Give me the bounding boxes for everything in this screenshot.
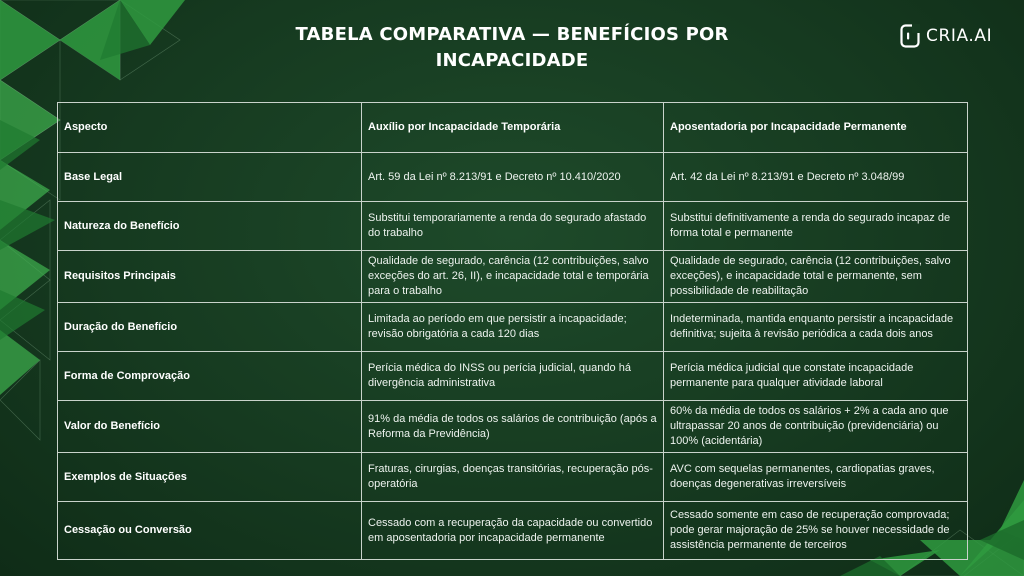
row-temporary-cell: Limitada ao período em que persistir a incapacidade; revisão obrigatória a cada 120 dias xyxy=(362,303,664,352)
row-aspect-cell: Base Legal xyxy=(58,153,362,202)
row-permanent-cell: Cessado somente em caso de recuperação comprovada; pode gerar majoração de 25% se houver necessidade de assistência permanente de terceiros xyxy=(664,502,968,560)
row-permanent-cell: Qualidade de segurado, carência (12 contribuições, salvo exceções), e incapacidade total e permanente, sem possibilidade de reabilitação xyxy=(664,251,968,303)
row-temporary-cell: 91% da média de todos os salários de contribuição (após a Reforma da Previdência) xyxy=(362,401,664,453)
row-permanent-cell: Art. 42 da Lei nº 8.213/91 e Decreto nº 3.048/99 xyxy=(664,153,968,202)
table-row xyxy=(58,251,968,303)
table-row xyxy=(58,352,968,401)
header-aspect: Aspecto xyxy=(58,103,362,153)
row-aspect-cell: Valor do Benefício xyxy=(58,401,362,453)
row-aspect-cell: Exemplos de Situações xyxy=(58,453,362,502)
row-temporary-cell: Cessado com a recuperação da capacidade ou convertido em aposentadoria por incapacidade permanente xyxy=(362,502,664,560)
header-permanent: Aposentadoria por Incapacidade Permanente xyxy=(664,103,968,153)
page-title: TABELA COMPARATIVA — BENEFÍCIOS POR INCAPACIDADE xyxy=(295,24,729,71)
table-row xyxy=(58,502,968,560)
row-permanent-cell: Indeterminada, mantida enquanto persistir a incapacidade definitiva; sujeita à revisão periódica a cada dois anos xyxy=(664,303,968,352)
cria-logo-icon xyxy=(900,24,920,48)
row-permanent-cell: AVC com sequelas permanentes, cardiopatias graves, doenças degenerativas irreversíveis xyxy=(664,453,968,502)
row-aspect-cell: Cessação ou Conversão xyxy=(58,502,362,560)
table-header-row xyxy=(58,103,968,153)
row-aspect-cell: Requisitos Principais xyxy=(58,251,362,303)
comparison-table xyxy=(57,102,968,560)
row-aspect-cell: Natureza do Benefício xyxy=(58,202,362,251)
row-temporary-cell: Qualidade de segurado, carência (12 contribuições, salvo exceções do art. 26, II), e incapacidade total e temporária para o trabalho xyxy=(362,251,664,303)
table-row xyxy=(58,303,968,352)
row-temporary-cell: Fraturas, cirurgias, doenças transitórias, recuperação pós-operatória xyxy=(362,453,664,502)
brand-name: CRIA.AI xyxy=(926,26,993,46)
table-row xyxy=(58,202,968,251)
brand-logo xyxy=(900,23,992,49)
table-row xyxy=(58,401,968,453)
row-temporary-cell: Perícia médica do INSS ou perícia judicial, quando há divergência administrativa xyxy=(362,352,664,401)
row-temporary-cell: Substitui temporariamente a renda do segurado afastado do trabalho xyxy=(362,202,664,251)
table-row xyxy=(58,153,968,202)
table-row xyxy=(58,453,968,502)
row-aspect-cell: Forma de Comprovação xyxy=(58,352,362,401)
header-temporary: Auxílio por Incapacidade Temporária xyxy=(362,103,664,153)
row-permanent-cell: 60% da média de todos os salários + 2% a cada ano que ultrapassar 20 anos de contribuição (previdenciária) ou 100% (acidentária) xyxy=(664,401,968,453)
row-permanent-cell: Perícia médica judicial que constate incapacidade permanente para qualquer atividade laboral xyxy=(664,352,968,401)
row-temporary-cell: Art. 59 da Lei nº 8.213/91 e Decreto nº 10.410/2020 xyxy=(362,153,664,202)
row-permanent-cell: Substitui definitivamente a renda do segurado incapaz de forma total e permanente xyxy=(664,202,968,251)
row-aspect-cell: Duração do Benefício xyxy=(58,303,362,352)
